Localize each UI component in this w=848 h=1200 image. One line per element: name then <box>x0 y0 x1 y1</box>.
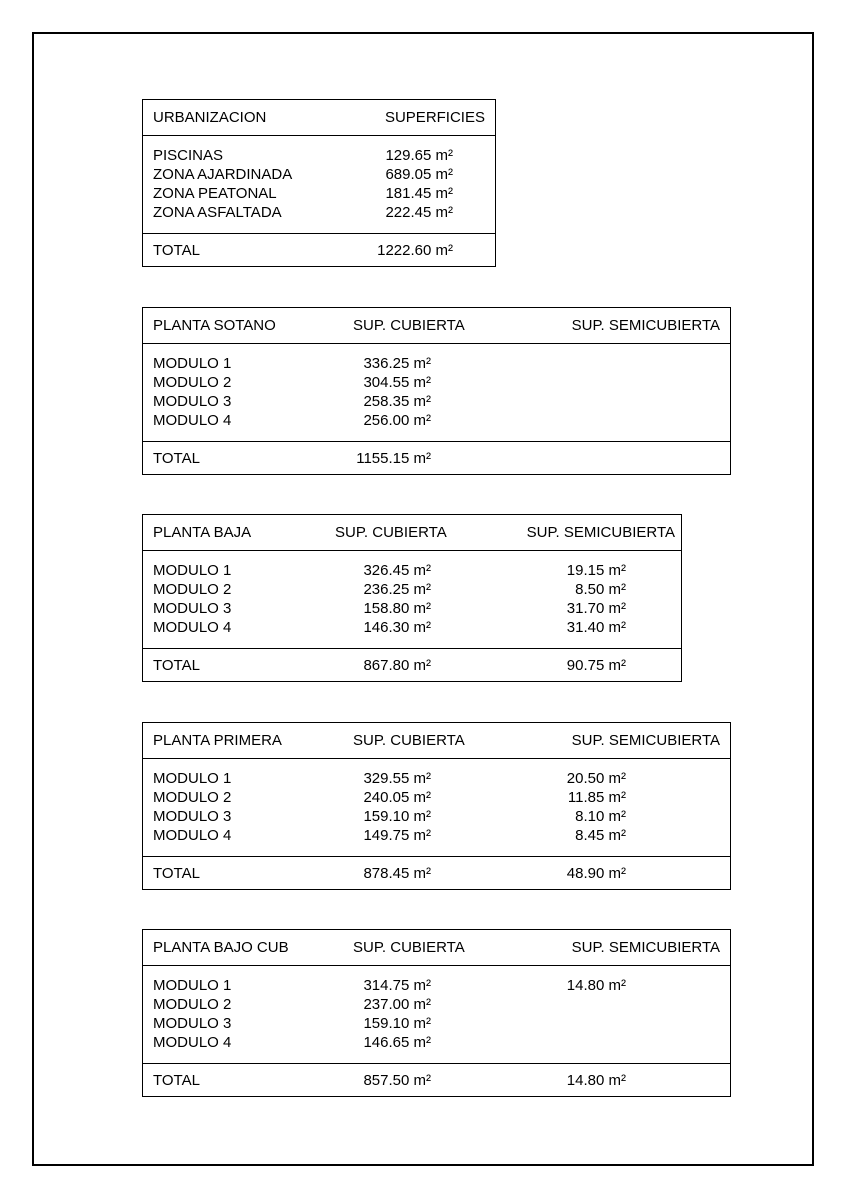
table-row-label: PISCINAS <box>153 147 224 164</box>
table-header <box>143 515 681 551</box>
table-cell-value: 149.75 m² <box>363 827 431 844</box>
header-sup-semicubierta: SUP. SEMICUBIERTA <box>571 939 720 956</box>
table-cell-value: 689.05 m² <box>385 166 453 183</box>
table-total <box>143 234 495 266</box>
table-cell-value: 314.75 m² <box>363 977 431 994</box>
table-row-label: MODULO 3 <box>153 808 232 825</box>
planta-bajo-cub-table <box>142 929 731 1097</box>
header-label: URBANIZACION <box>153 109 267 126</box>
header-label: PLANTA BAJO CUB <box>153 939 289 956</box>
table-row-label: MODULO 4 <box>153 1034 232 1051</box>
row-labels <box>153 146 292 222</box>
header-sup-cubierta: SUP. CUBIERTA <box>353 732 465 749</box>
header-label: PLANTA PRIMERA <box>153 732 282 749</box>
row-cubierta-values <box>343 769 431 845</box>
header-label: PLANTA SOTANO <box>153 317 276 334</box>
table-cell-value: 329.55 m² <box>363 770 431 787</box>
table-body <box>143 136 495 234</box>
total-value: 1222.60 m² <box>377 242 453 259</box>
table-cell-value: 8.50 m² <box>575 581 626 598</box>
table-cell-value: 146.30 m² <box>363 619 431 636</box>
table-row-label: MODULO 2 <box>153 581 232 598</box>
table-total <box>143 1064 730 1096</box>
header-label: PLANTA BAJA <box>153 524 252 541</box>
table-cell-value: 237.00 m² <box>363 996 431 1013</box>
row-labels <box>153 561 231 637</box>
table-cell-value: 11.85 m² <box>567 789 626 806</box>
table-body <box>143 344 730 442</box>
urbanizacion-table <box>142 99 496 267</box>
header-sup-cubierta: SUP. CUBIERTA <box>353 317 465 334</box>
table-cell-value: 158.80 m² <box>363 600 431 617</box>
total-label: TOTAL <box>153 657 200 674</box>
total-label: TOTAL <box>153 865 200 882</box>
row-semicubierta-values <box>543 976 626 995</box>
table-row-label: ZONA AJARDINADA <box>153 166 293 183</box>
table-cell-value: 336.25 m² <box>363 355 431 372</box>
table-header <box>143 100 495 136</box>
row-cubierta-values <box>343 354 431 430</box>
planta-primera-table <box>142 722 731 890</box>
row-labels <box>153 769 231 845</box>
table-body <box>143 551 681 649</box>
row-cubierta-values <box>343 976 431 1052</box>
total-cubierta: 867.80 m² <box>363 657 431 674</box>
planta-baja-table <box>142 514 682 682</box>
table-header <box>143 723 730 759</box>
table-row-label: MODULO 3 <box>153 393 232 410</box>
table-cell-value: 19.15 m² <box>566 562 626 579</box>
total-label: TOTAL <box>153 242 200 259</box>
table-cell-value: 8.45 m² <box>575 827 626 844</box>
total-cubierta: 878.45 m² <box>363 865 431 882</box>
table-row-label: ZONA PEATONAL <box>153 185 277 202</box>
table-cell-value: 304.55 m² <box>363 374 431 391</box>
table-cell-value: 236.25 m² <box>363 581 431 598</box>
table-row-label: MODULO 3 <box>153 600 232 617</box>
table-cell-value: 20.50 m² <box>566 770 626 787</box>
table-cell-value: 146.65 m² <box>363 1034 431 1051</box>
table-cell-value: 8.10 m² <box>575 808 626 825</box>
total-cubierta: 1155.15 m² <box>356 450 431 467</box>
table-header <box>143 308 730 344</box>
table-total <box>143 649 681 681</box>
table-row-label: MODULO 3 <box>153 1015 232 1032</box>
table-cell-value: 258.35 m² <box>363 393 431 410</box>
total-semicubierta: 90.75 m² <box>566 657 626 674</box>
total-label: TOTAL <box>153 1072 200 1089</box>
table-cell-value: 256.00 m² <box>363 412 431 429</box>
header-sup-semicubierta: SUP. SEMICUBIERTA <box>571 732 720 749</box>
table-cell-value: 222.45 m² <box>385 204 453 221</box>
row-cubierta-values <box>343 561 431 637</box>
row-semicubierta-values <box>543 769 626 845</box>
total-semicubierta: 48.90 m² <box>566 865 626 882</box>
table-body <box>143 966 730 1064</box>
table-row-label: ZONA ASFALTADA <box>153 204 282 221</box>
table-body <box>143 759 730 857</box>
header-sup-semicubierta: SUP. SEMICUBIERTA <box>526 524 675 541</box>
table-cell-value: 240.05 m² <box>363 789 431 806</box>
row-labels <box>153 354 231 430</box>
table-total <box>143 857 730 889</box>
total-semicubierta: 14.80 m² <box>566 1072 626 1089</box>
planta-sotano-table <box>142 307 731 475</box>
header-sup-cubierta: SUP. CUBIERTA <box>353 939 465 956</box>
table-cell-value: 129.65 m² <box>385 147 453 164</box>
table-row-label: MODULO 4 <box>153 412 232 429</box>
table-row-label: MODULO 1 <box>153 355 232 372</box>
table-cell-value: 14.80 m² <box>566 977 626 994</box>
row-labels <box>153 976 231 1052</box>
table-row-label: MODULO 1 <box>153 770 232 787</box>
table-cell-value: 326.45 m² <box>363 562 431 579</box>
total-label: TOTAL <box>153 450 200 467</box>
table-cell-value: 159.10 m² <box>363 808 431 825</box>
table-cell-value: 31.40 m² <box>566 619 626 636</box>
header-sup-semicubierta: SUP. SEMICUBIERTA <box>571 317 720 334</box>
table-cell-value: 159.10 m² <box>363 1015 431 1032</box>
table-row-label: MODULO 4 <box>153 619 232 636</box>
table-row-label: MODULO 4 <box>153 827 232 844</box>
table-header <box>143 930 730 966</box>
header-sup-cubierta: SUP. CUBIERTA <box>335 524 447 541</box>
header-superficies: SUPERFICIES <box>384 109 485 126</box>
table-cell-value: 31.70 m² <box>566 600 626 617</box>
table-row-label: MODULO 2 <box>153 996 232 1013</box>
table-total <box>143 442 730 474</box>
table-row-label: MODULO 2 <box>153 374 232 391</box>
table-row-label: MODULO 1 <box>153 562 232 579</box>
table-row-label: MODULO 1 <box>153 977 232 994</box>
row-semicubierta-values <box>543 561 626 637</box>
row-values <box>371 146 453 222</box>
total-cubierta: 857.50 m² <box>363 1072 431 1089</box>
table-row-label: MODULO 2 <box>153 789 232 806</box>
table-cell-value: 181.45 m² <box>385 185 453 202</box>
